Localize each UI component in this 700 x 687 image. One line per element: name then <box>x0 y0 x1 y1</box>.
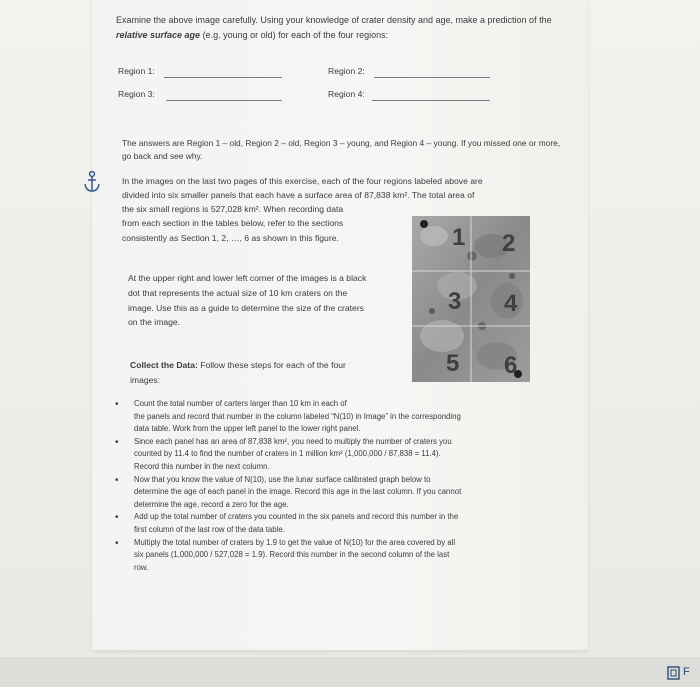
paragraph2-line4: on the image. <box>128 317 181 327</box>
step2-line1: Since each panel has an area of 87,838 km², you need to multiply the number of craters you <box>134 436 452 446</box>
answers-paragraph: The answers are Region 1 – old, Region 2 – old, Region 3 – young, and Region 4 – young. If you missed one or more, go back and see why. <box>122 138 561 161</box>
bullet-icon: • <box>115 537 119 549</box>
corner-app-icon[interactable] <box>665 664 700 684</box>
document-icon <box>667 666 681 680</box>
lunar-sections-figure <box>412 216 530 382</box>
relative-surface-age-emphasis: relative surface age <box>116 30 201 40</box>
step5-line3: row. <box>134 562 149 572</box>
instructions-paragraph <box>116 13 566 43</box>
step5-line1: Multiply the total number of craters by 1.9 to get the value of N(10) for the area covered by all <box>134 537 456 547</box>
list-item <box>110 474 570 512</box>
region-2-label: Region 2: <box>328 66 365 76</box>
step3-line2: determine the age of each panel in the image. Record this age in the last column. If you cannot <box>134 487 462 497</box>
bullet-icon: • <box>115 512 119 524</box>
region-2-blank[interactable] <box>374 77 490 78</box>
paragraph1-line5: consistently as Section 1, 2, …, 6 as shown in this figure. <box>122 233 339 243</box>
region-3-label: Region 3: <box>118 89 155 99</box>
region-1-label: Region 1: <box>118 66 155 76</box>
step4-line1: Add up the total number of craters you counted in the six panels and record this number in the <box>134 512 459 522</box>
collect-data-line2: images: <box>130 375 161 385</box>
list-item <box>110 537 570 575</box>
step4-line2: first column of the last row of the data table. <box>134 524 285 534</box>
corner-label: F <box>683 666 690 678</box>
region-4-label: Region 4: <box>328 89 365 99</box>
paragraph1-line3: the six small regions is 527,028 km². When recording data <box>122 204 344 214</box>
panel-3-label: 3 <box>448 288 462 315</box>
step1-line3: data table. Work from the upper left panel to the lower right panel. <box>134 424 361 434</box>
instructions-text-end: (e.g. young or old) for each of the four regions: <box>200 30 389 40</box>
collect-data-text: Follow these steps for each of the four <box>197 360 346 370</box>
bullet-icon: • <box>115 436 119 448</box>
list-item <box>110 398 570 436</box>
step5-line2: six panels (1,000,000 / 527,028 = 1.9). Record this number in the second column of the last <box>134 550 450 560</box>
panel-6-label: 6 <box>504 352 518 379</box>
list-item <box>110 511 570 536</box>
worksheet-page <box>92 0 588 650</box>
step3-line1: Now that you know the value of N(10), use the lunar surface calibrated graph below to <box>134 474 431 484</box>
bullet-icon: • <box>115 474 119 486</box>
bullet-icon: • <box>115 399 119 410</box>
steps-list <box>110 398 570 574</box>
paragraph2-line3: image. Use this as a guide to determine the size of the craters <box>128 303 364 313</box>
anchor-icon <box>82 170 102 194</box>
panel-1-label: 1 <box>452 224 466 251</box>
screen-bottom-edge <box>0 657 700 687</box>
step3-line3: determine the age, record a zero for the age. <box>134 499 289 509</box>
paragraph1-line2: divided into six smaller panels that each have a surface area of 87,838 km². The total area of <box>122 190 475 200</box>
paragraph1-line4: from each section in the tables below, refer to the sections <box>122 218 344 228</box>
paragraph2-line2: dot that represents the actual size of 10 km craters on the <box>128 288 348 298</box>
panel-2-label: 2 <box>502 230 516 257</box>
step2-line2: counted by 11.4 to find the number of craters in 1 million km² (1,000,000 / 87,838 = 11.4). <box>134 449 441 459</box>
step2-line3: Record this number in the next column. <box>134 461 270 471</box>
region-4-blank[interactable] <box>372 100 490 101</box>
list-item <box>110 436 570 474</box>
step1-line2: the panels and record that number in the column labeled “N(10) in Image” in the corresponding <box>134 411 461 421</box>
collect-data-label: Collect the Data: <box>130 360 198 370</box>
panel-5-label: 5 <box>446 350 460 377</box>
paragraph1-line1: In the images on the last two pages of this exercise, each of the four regions labeled above are <box>122 176 483 186</box>
step1-line1: Count the total number of carters larger than 10 km in each of <box>134 399 347 408</box>
collect-data-line1 <box>130 358 346 373</box>
region-3-blank[interactable] <box>166 100 282 101</box>
instructions-text: Examine the above image carefully. Using your knowledge of crater density and age, make a prediction of the <box>116 15 552 25</box>
region-1-blank[interactable] <box>164 77 282 78</box>
panel-4-label: 4 <box>504 290 518 317</box>
paragraph2-line1: At the upper right and lower left corner of the images is a black <box>128 273 367 283</box>
